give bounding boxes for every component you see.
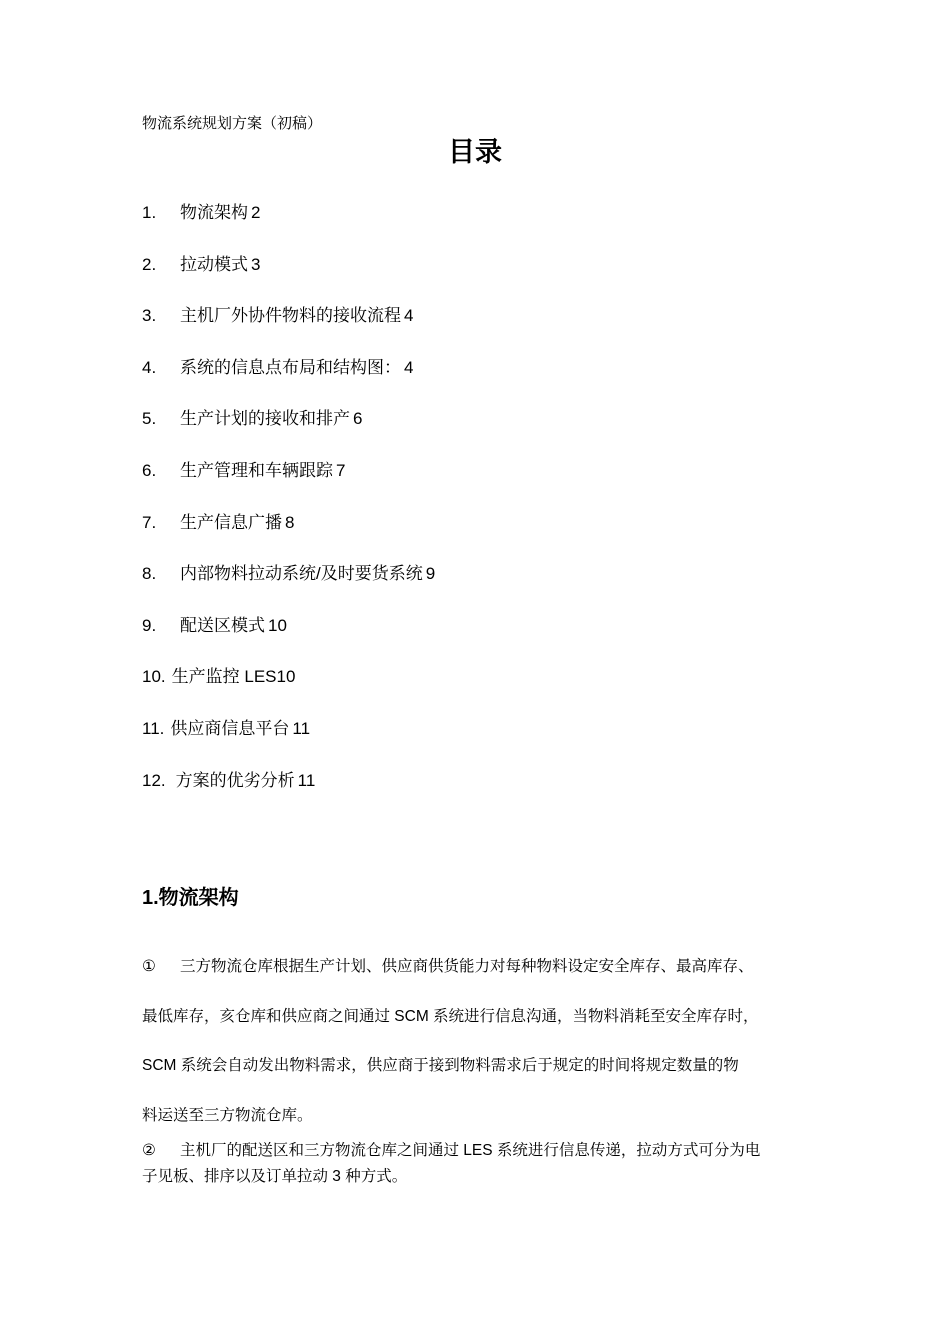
toc-item-title: 生产监控 LES xyxy=(171,667,277,687)
toc-item[interactable] xyxy=(142,355,435,407)
toc-item-title: 配送区模式 xyxy=(180,615,265,635)
toc-item[interactable] xyxy=(142,716,435,768)
toc-item-number: 12. xyxy=(142,770,166,790)
toc-item[interactable] xyxy=(142,458,435,510)
toc-item-number: 5. xyxy=(142,409,157,429)
toc-item-page: 9 xyxy=(425,564,436,584)
toc-item[interactable] xyxy=(142,252,435,304)
toc-item-number: 6. xyxy=(142,460,157,480)
toc-item-number: 8. xyxy=(142,564,157,584)
toc-item-title: 主机厂外协件物料的接收流程 xyxy=(180,306,401,326)
toc-item-page: 4 xyxy=(404,357,414,377)
toc-item-number: 3. xyxy=(142,306,157,326)
toc-item[interactable] xyxy=(142,768,435,820)
paragraph-line: SCM 系统会自动发出物料需求，供应商于接到物料需求后于规定的时间将规定数量的物 xyxy=(142,1057,739,1075)
toc-item[interactable] xyxy=(142,664,435,716)
toc-item-page: 4 xyxy=(404,306,414,326)
toc-item-title: 系统的信息点布局和结构图： xyxy=(180,357,401,377)
section-title: 1.物流架构 xyxy=(142,887,239,909)
toc-item-number: 4. xyxy=(142,357,157,377)
table-of-contents xyxy=(142,200,435,819)
toc-item-title: 拉动模式 xyxy=(180,254,248,274)
toc-item[interactable] xyxy=(142,561,435,613)
paragraph-1 xyxy=(142,942,807,1140)
toc-item[interactable] xyxy=(142,406,435,458)
toc-item-number: 9. xyxy=(142,615,157,635)
paragraph-marker: ② xyxy=(142,1142,156,1159)
paragraph-line: 子见板、排序以及订单拉动 3 种方式。 xyxy=(142,1168,408,1185)
toc-item-page: 11 xyxy=(292,718,311,738)
toc-item-title: 生产信息广播 xyxy=(180,512,282,532)
toc-item-title: 生产管理和车辆跟踪 xyxy=(180,460,333,480)
toc-item-page: 8 xyxy=(285,512,295,532)
toc-item-page: 11 xyxy=(297,770,316,790)
toc-item-page: 3 xyxy=(251,254,261,274)
toc-item-page: 7 xyxy=(336,460,346,480)
toc-item[interactable] xyxy=(142,613,435,665)
toc-item[interactable] xyxy=(142,510,435,562)
toc-item-title: 生产计划的接收和排产 xyxy=(180,409,350,429)
toc-item-page: 10 xyxy=(276,667,296,687)
paragraph-marker: ① xyxy=(142,958,156,975)
paragraph-line: ② 主机厂的配送区和三方物流仓库之间通过 LES 系统进行信息传递，拉动方式可分为电 xyxy=(142,1138,807,1164)
toc-item-page: 2 xyxy=(251,203,261,222)
toc-item-number: 1. xyxy=(142,203,157,222)
paragraph-line: 最低库存，亥仓库和供应商之间通过 SCM 系统进行信息沟通，当物料消耗至安全库存时， xyxy=(142,1007,759,1025)
toc-item-number: 2. xyxy=(142,254,157,274)
toc-item-page: 10 xyxy=(268,615,287,635)
toc-item-number: 10. xyxy=(142,667,166,687)
document-header-title: 物流系统规划方案（初稿） xyxy=(142,114,323,132)
toc-item[interactable] xyxy=(142,303,435,355)
toc-item-number: 11. xyxy=(142,718,165,738)
toc-item-number: 7. xyxy=(142,512,157,532)
toc-item-title: 供应商信息平台 xyxy=(170,718,290,738)
toc-item[interactable] xyxy=(142,200,435,252)
paragraph-2 xyxy=(142,1138,807,1190)
paragraph-line: ① 三方物流仓库根据生产计划、供应商供货能力对每种物料设定安全库存、最高库存、 xyxy=(142,942,807,992)
toc-heading: 目录 xyxy=(448,137,502,167)
toc-item-title: 内部物料拉动系统/及时要货系统 xyxy=(180,564,423,584)
toc-item-page: 6 xyxy=(353,409,363,429)
paragraph-line: 料运送至三方物流仓库。 xyxy=(142,1106,313,1124)
toc-item-title: 物流架构 xyxy=(180,203,248,222)
toc-item-title: 方案的优劣分析 xyxy=(175,770,295,790)
